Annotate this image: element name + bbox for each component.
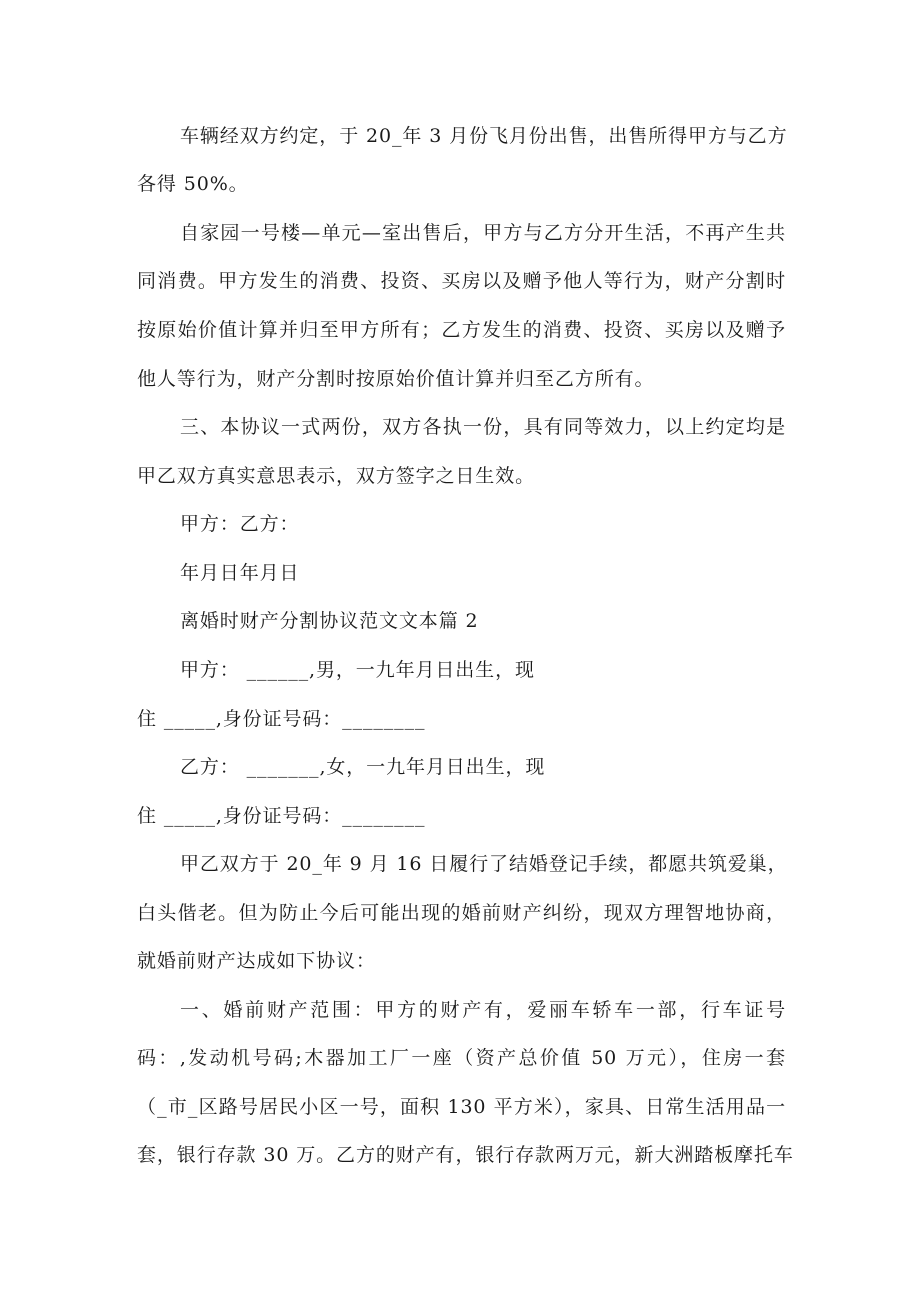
party-b-line-2: 住 _____,身份证号码：________ (137, 805, 426, 827)
party-a-line-2: 住 _____,身份证号码：________ (137, 708, 426, 730)
marriage-paragraph-line-3: 就婚前财产达成如下协议： (137, 950, 376, 972)
property-paragraph-line-2: 码：,发动机号码;木器加工厂一座（资产总价值 50 万元），住房一套 (137, 1047, 786, 1069)
paragraph-2-line-2: 同消费。甲方发生的消费、投资、买房以及赠予他人等行为，财产分割时 (137, 270, 786, 292)
paragraph-2-line-3: 按原始价值计算并归至甲方所有；乙方发生的消费、投资、买房以及赠予 (137, 319, 786, 341)
paragraph-2-line-1: 自家园一号楼—单元—室出售后，甲方与乙方分开生活，不再产生共 (180, 222, 786, 244)
paragraph-3-line-1: 三、本协议一式两份，双方各执一份，具有同等效力，以上约定均是 (180, 416, 786, 438)
party-b-line-1: 乙方： _______,女，一九年月日出生，现 (180, 756, 546, 778)
signature-dates: 年月日年月日 (180, 562, 300, 584)
paragraph-2-line-4: 他人等行为，财产分割时按原始价值计算并归至乙方所有。 (137, 368, 655, 390)
paragraph-1-line-2: 各得 50%。 (137, 173, 249, 195)
paragraph-1-line-1: 车辆经双方约定，于 20_年 3 月份飞月份出售，出售所得甲方与乙方 (180, 125, 788, 147)
party-a-line-1: 甲方： ______,男，一九年月日出生，现 (180, 659, 535, 681)
property-paragraph-line-4: 套，银行存款 30 万。乙方的财产有，银行存款两万元，新大洲踏板摩托车 (137, 1144, 794, 1166)
property-paragraph-line-3: （_市_区路号居民小区一号，面积 130 平方米），家具、日常生活用品一 (137, 1096, 786, 1118)
marriage-paragraph-line-2: 白头偕老。但为防止今后可能出现的婚前财产纠纷，现双方理智地协商， (137, 902, 786, 924)
signature-parties: 甲方：乙方： (180, 513, 300, 535)
property-paragraph-line-1: 一、婚前财产范围：甲方的财产有，爱丽车轿车一部，行车证号 (180, 999, 786, 1021)
marriage-paragraph-line-1: 甲乙双方于 20_年 9 月 16 日履行了结婚登记手续，都愿共筑爱巢， (180, 853, 788, 875)
paragraph-3-line-2: 甲乙双方真实意思表示，双方签字之日生效。 (137, 465, 536, 487)
section-title: 离婚时财产分割协议范文文本篇 2 (180, 610, 479, 632)
